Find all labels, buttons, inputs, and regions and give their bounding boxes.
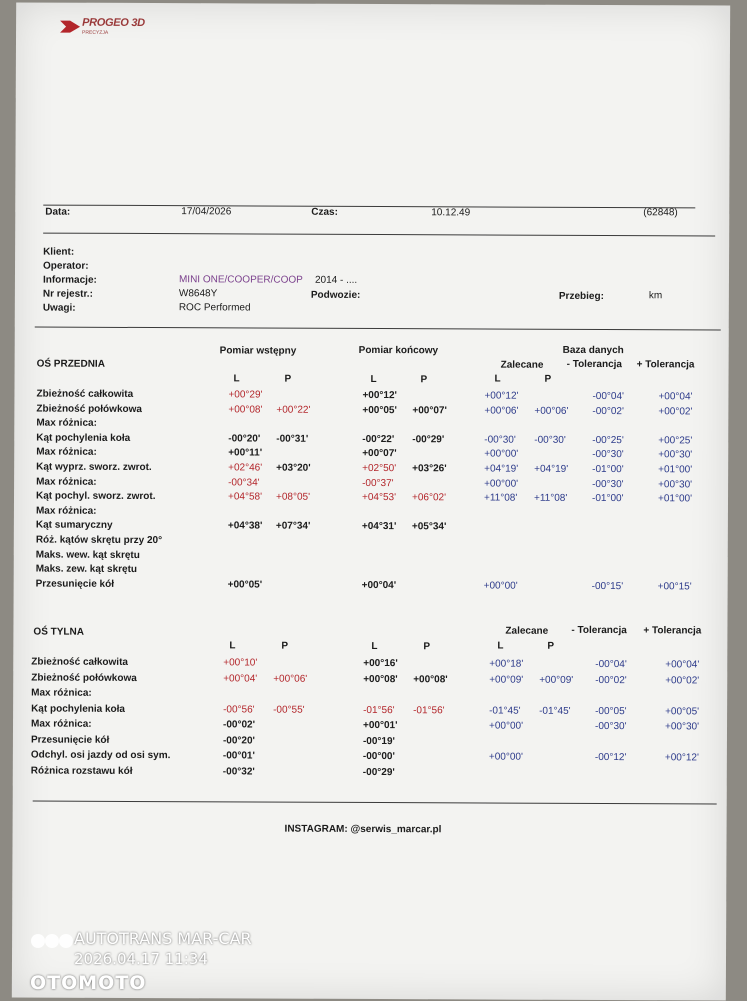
tolerance-plus-value: +00°02': [665, 674, 700, 686]
final-left-value: +04°31': [361, 521, 397, 533]
initial-right-value: +00°06': [273, 673, 308, 685]
tolerance-plus-value: +00°25': [658, 435, 693, 447]
recommended-left-value: -01°45': [489, 705, 521, 717]
final-left-value: -01°56': [363, 704, 395, 716]
row-label: Zbieżność połówkowa: [36, 403, 143, 415]
initial-left-value: +00°11': [228, 447, 263, 459]
recommended-left-value: +00°00': [484, 448, 519, 461]
final-left-value: +00°05': [362, 404, 397, 416]
row-label: Zbieżność całkowita: [31, 656, 129, 668]
row-label: Kąt pochylenia koła: [31, 703, 126, 715]
recommended-left-value: -00°30': [484, 434, 516, 446]
initial-left-value: -00°02': [223, 719, 256, 731]
col-final-header: Pomiar końcowy: [358, 344, 439, 357]
final-left-value: +00°16': [363, 657, 398, 670]
col-left-initial: L: [233, 373, 240, 385]
operator-label: Operator:: [43, 260, 89, 272]
recommended-right-value: -00°30': [534, 434, 566, 446]
recommended-left-value: +11°08': [483, 492, 518, 504]
recommended-left-value: +00°12': [484, 390, 519, 402]
time-label: Czas:: [311, 206, 338, 218]
initial-left-value: -00°01': [222, 750, 255, 762]
tolerance-plus-value: +00°30': [664, 721, 700, 733]
info-label: Informacje:: [42, 274, 97, 286]
tolerance-plus-value: +00°04': [658, 391, 693, 403]
chassis-label: Podwozie:: [310, 289, 361, 301]
divider: [43, 205, 695, 209]
date-value: 17/04/2026: [181, 206, 232, 218]
recommended-left-value: +00°09': [489, 674, 524, 686]
tolerance-minus-value: -00°02': [592, 405, 624, 417]
divider: [43, 233, 715, 237]
mileage-unit: km: [648, 290, 663, 302]
initial-right-value: +07°34': [275, 520, 311, 533]
final-left-value: +00°12': [362, 389, 397, 402]
initial-left-value: +00°08': [228, 403, 263, 416]
row-label: Max różnica:: [31, 718, 92, 730]
tolerance-plus-value: +00°05': [665, 705, 700, 717]
row-label: Róż. kątów skrętu przy 20°: [35, 534, 163, 547]
row-label: Kąt sumaryczny: [35, 519, 113, 532]
final-right-value: +00°08': [413, 673, 448, 685]
watermark-timestamp: 2026.04.17 11:34: [74, 950, 208, 968]
initial-right-value: +08°05': [275, 491, 311, 503]
recommended-left-value: +00°06': [484, 405, 519, 417]
row-label: Max różnica:: [35, 505, 97, 517]
initial-left-value: -00°20': [228, 433, 261, 445]
tolerance-minus-value: -00°02': [595, 674, 627, 686]
instagram-footer: INSTAGRAM: @serwis_marcar.pl: [284, 823, 442, 836]
col-recommended-header: Zalecane: [500, 359, 544, 371]
initial-left-value: -00°32': [222, 765, 255, 777]
final-left-value: +04°53': [361, 492, 397, 504]
tolerance-minus-value: -01°00': [591, 493, 624, 505]
mileage-label: Przebieg:: [558, 290, 604, 303]
tolerance-minus-value: -00°30': [594, 720, 627, 733]
tolerance-minus-value: -00°15': [591, 580, 624, 592]
rear-col-tol-plus-header: + Tolerancja: [643, 625, 702, 637]
col-tol-plus-header: + Tolerancja: [636, 359, 695, 371]
row-label: Max różnica:: [31, 687, 92, 699]
tolerance-minus-value: -00°25': [592, 434, 624, 446]
recommended-right-value: -01°45': [539, 705, 571, 717]
progeo-logo-icon: [60, 19, 80, 35]
final-left-value: -00°37': [362, 477, 394, 489]
initial-left-value: +00°05': [227, 579, 263, 591]
logo-brand: PROGEO 3D: [82, 16, 145, 30]
final-left-value: -00°00': [362, 750, 395, 763]
reference-number: (62848): [643, 207, 678, 219]
client-label: Klient:: [43, 246, 75, 258]
row-label: Kąt pochyl. sworz. zwrot.: [35, 490, 156, 503]
rear-col-right-rec: P: [547, 640, 555, 652]
vehicle-model: MINI ONE/COOPER/COOP: [178, 274, 303, 286]
row-label: Kąt pochylenia koła: [36, 432, 131, 444]
initial-right-value: +00°22': [276, 404, 311, 416]
recommended-right-value: +04°19': [534, 463, 569, 475]
initial-left-value: -00°56': [223, 703, 255, 715]
initial-right-value: -00°31': [276, 433, 309, 445]
tolerance-minus-value: -00°30': [592, 478, 624, 490]
col-tol-minus-header: - Tolerancja: [566, 358, 623, 371]
tolerance-minus-value: -00°04': [595, 658, 627, 671]
row-label: Różnica rozstawu kół: [30, 765, 133, 777]
row-label: Przesunięcie kół: [30, 734, 110, 746]
final-right-value: +06°02': [411, 492, 447, 504]
rear-col-left-initial: L: [229, 640, 236, 652]
recommended-left-value: +00°00': [484, 478, 519, 490]
tolerance-minus-value: -01°00': [592, 463, 624, 476]
final-left-value: +00°07': [362, 448, 397, 460]
initial-left-value: +04°38': [227, 520, 263, 532]
final-left-value: +00°08': [363, 673, 398, 685]
tolerance-plus-value: +01°00': [658, 464, 693, 476]
otomoto-watermark-icon: [30, 932, 74, 950]
initial-left-value: +00°29': [228, 389, 263, 401]
recommended-left-value: +00°00': [488, 720, 524, 732]
tolerance-plus-value: +00°30': [658, 449, 693, 461]
initial-left-value: -00°20': [222, 734, 255, 746]
recommended-left-value: +00°18': [489, 658, 524, 670]
row-label: Max różnica:: [36, 417, 97, 429]
row-label: Max różnica:: [36, 446, 97, 459]
printed-report: [12, 2, 730, 1000]
col-left-rec: L: [494, 373, 501, 385]
row-label: Odchyl. osi jazdy od osi sym.: [30, 749, 171, 762]
final-left-value: -00°29': [362, 766, 395, 778]
final-left-value: -00°22': [362, 433, 395, 445]
rear-col-left-rec: L: [497, 640, 504, 652]
col-left-final: L: [370, 373, 377, 386]
tolerance-plus-value: +00°04': [665, 659, 700, 671]
final-right-value: +00°07': [412, 404, 447, 416]
watermark-dealer: AUTOTRANS MAR-CAR: [74, 929, 252, 948]
row-label: Maks. zew. kąt skrętu: [35, 563, 138, 576]
tolerance-plus-value: +00°12': [664, 752, 699, 764]
row-label: Max różnica:: [36, 476, 97, 488]
notes-label: Uwagi:: [42, 302, 76, 314]
recommended-right-value: +00°06': [534, 405, 569, 417]
recommended-left-value: +00°00': [488, 751, 523, 763]
initial-left-value: -00°34': [228, 476, 260, 489]
recommended-left-value: +04°19': [484, 463, 519, 475]
final-right-value: -01°56': [413, 704, 445, 716]
tolerance-minus-value: -00°05': [595, 705, 627, 717]
col-right-initial: P: [284, 373, 292, 385]
col-right-rec: P: [544, 373, 552, 385]
row-label: Zbieżność połówkowa: [31, 672, 137, 684]
recommended-left-value: +00°00': [483, 580, 518, 592]
row-label: Przesunięcie kół: [35, 578, 115, 590]
col-right-final: P: [420, 374, 428, 386]
final-left-value: +00°01': [362, 719, 398, 732]
tolerance-plus-value: +00°02': [658, 405, 693, 417]
initial-left-value: +00°10': [223, 657, 258, 669]
col-initial-header: Pomiar wstępny: [219, 345, 297, 357]
rear-axle-title: OŚ TYLNA: [33, 626, 85, 638]
divider: [35, 327, 721, 331]
tolerance-minus-value: -00°30': [592, 449, 624, 461]
rear-col-tol-minus-header: - Tolerancja: [571, 624, 627, 637]
notes-value: ROC Performed: [178, 302, 251, 314]
recommended-right-value: +11°08': [533, 492, 568, 505]
vehicle-year: 2014 - ....: [314, 274, 358, 286]
initial-left-value: +04°58': [227, 491, 263, 503]
divider: [33, 801, 717, 805]
tolerance-plus-value: +01°00': [657, 493, 693, 505]
tolerance-minus-value: -00°04': [592, 390, 624, 403]
rear-col-recommended-header: Zalecane: [505, 625, 549, 637]
tolerance-minus-value: -00°12': [594, 751, 627, 764]
initial-left-value: +02°46': [228, 462, 263, 474]
final-right-value: +05°34': [411, 521, 447, 533]
initial-right-value: -00°55': [273, 704, 305, 716]
final-right-value: -00°29': [412, 433, 445, 446]
rear-col-left-final: L: [371, 641, 378, 653]
initial-left-value: +00°04': [223, 672, 258, 685]
tolerance-plus-value: +00°30': [658, 478, 693, 490]
front-axle-title: OŚ PRZEDNIA: [36, 358, 105, 370]
reg-number-label: Nr rejestr.:: [42, 288, 93, 300]
row-label: Zbieżność całkowita: [36, 388, 134, 400]
logo-sub: PRECYZJA: [82, 29, 109, 36]
recommended-right-value: +00°09': [539, 674, 574, 686]
final-left-value: +00°04': [361, 579, 397, 591]
reg-number-value: W8648Y: [178, 288, 218, 300]
rear-col-right-initial: P: [281, 640, 289, 652]
row-label: Maks. wew. kąt skrętu: [35, 549, 140, 561]
final-left-value: -00°19': [362, 735, 395, 747]
initial-right-value: +03°20': [276, 462, 311, 474]
final-right-value: +03°26': [412, 463, 447, 475]
time-value: 10.12.49: [431, 207, 471, 219]
final-left-value: +02°50': [362, 462, 397, 475]
rear-col-right-final: P: [423, 641, 431, 653]
tolerance-plus-value: +00°15': [657, 581, 692, 593]
row-label: Kąt wyprz. sworz. zwrot.: [36, 461, 152, 474]
watermark-brand: OTOMOTO: [30, 972, 147, 994]
col-database-header: Baza danych: [562, 344, 624, 357]
date-label: Data:: [45, 206, 71, 218]
